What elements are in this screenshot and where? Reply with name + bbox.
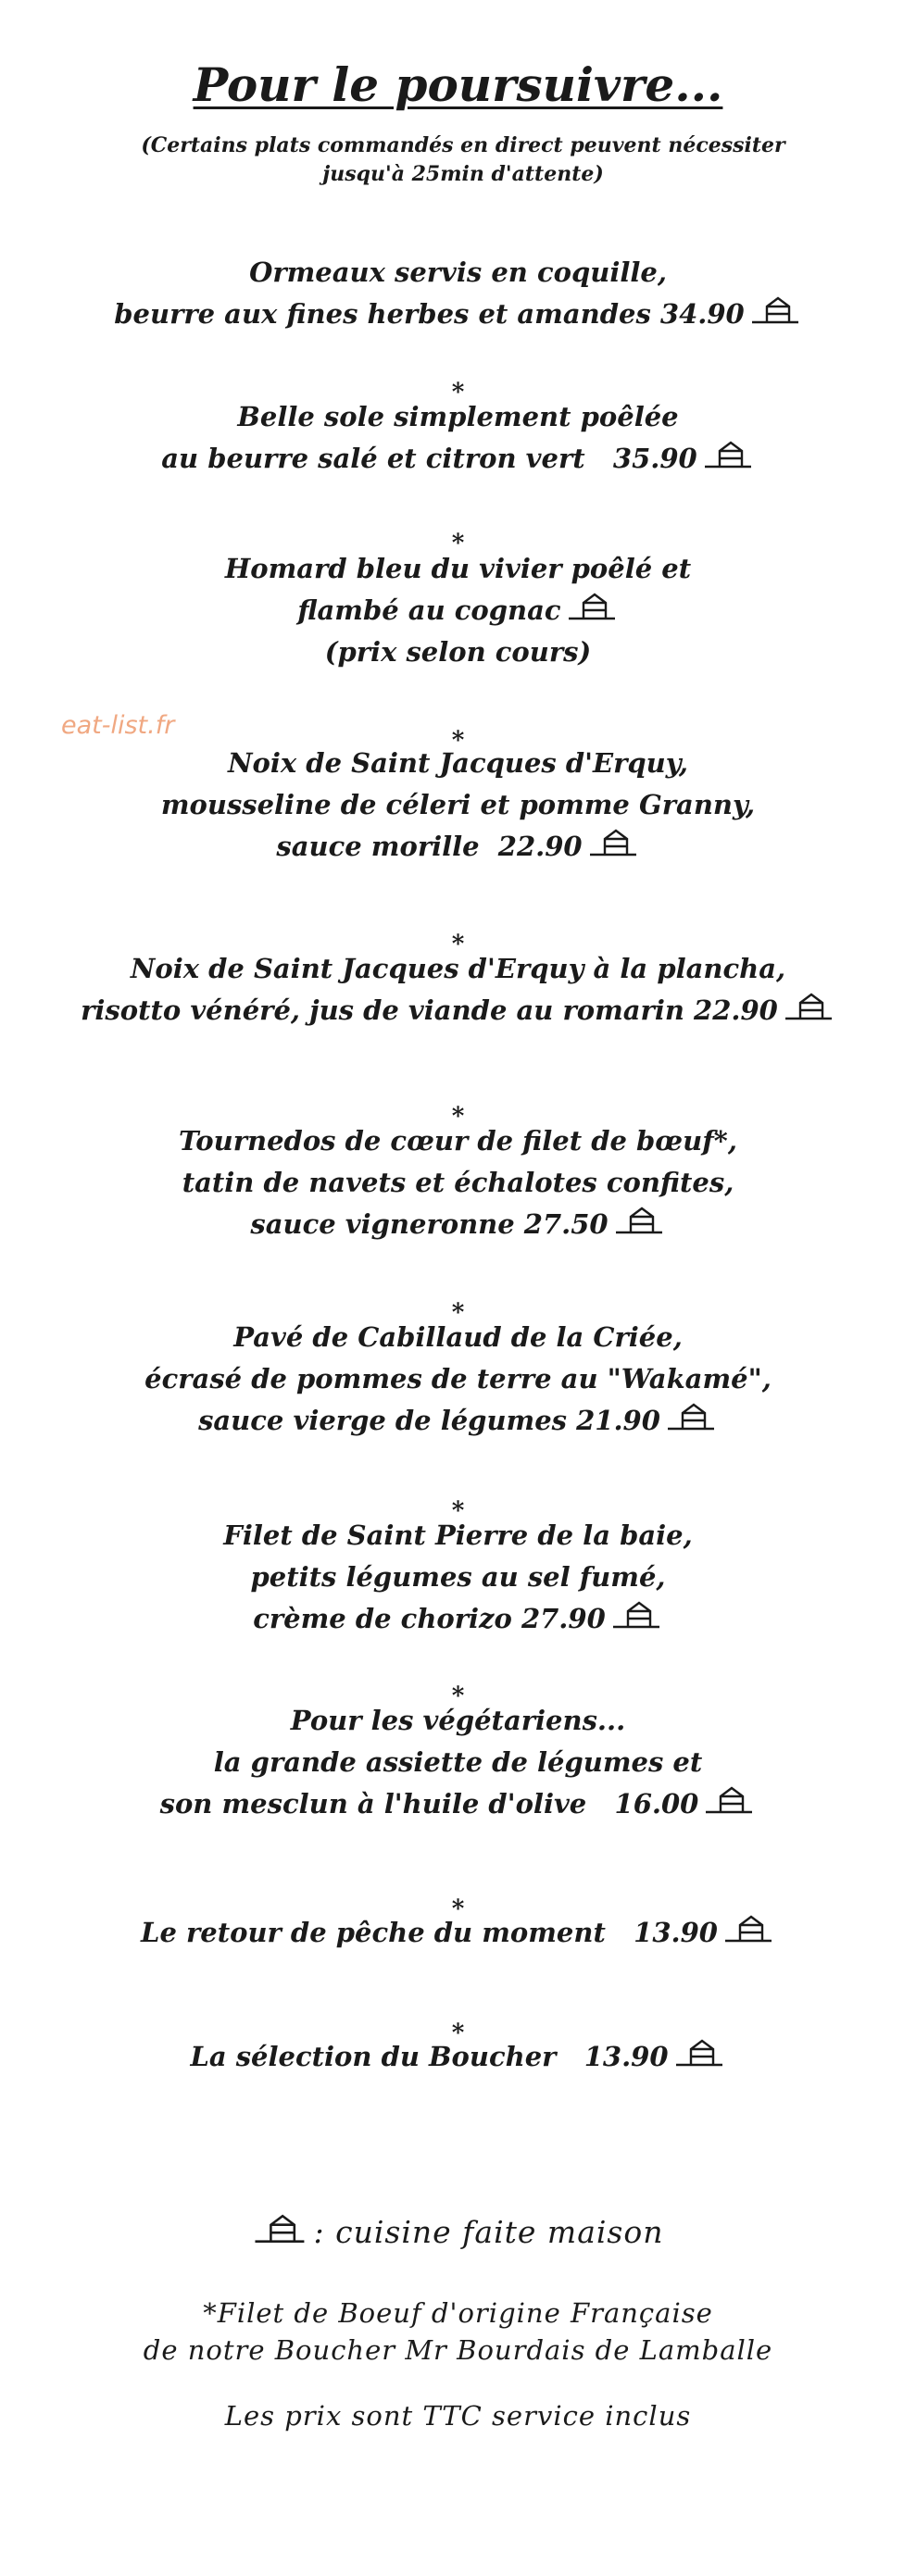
menu-item-text: Belle sole simplement poêlée [237,401,679,432]
separator-star: * [451,2020,465,2047]
menu-item-text: sauce vigneronne 27.50 [250,1208,609,1240]
menu-item-line [0,1783,916,1825]
separator-star: * [451,379,465,406]
menu-item-line [0,990,916,1032]
menu-item-text: Le retour de pêche du moment 13.90 [141,1917,718,1948]
menu-item [0,396,916,480]
menu-item-text: sauce vierge de légumes 21.90 [198,1405,660,1436]
menu-item-line [0,1204,916,1245]
menu-item-line [0,1742,916,1783]
menu-item-text: Homard bleu du vivier poêlé et [224,553,692,584]
house-on-line-icon [611,1600,663,1632]
menu-item [0,1120,916,1245]
menu-item-text: écrasé de pommes de terre au "Wakamé", [144,1363,772,1394]
house-on-line-icon [253,2213,308,2246]
house-on-line-icon [674,2038,726,2070]
menu-item-text: Noix de Saint Jacques d'Erquy à la plancha, [130,953,786,984]
separator-star: * [451,1497,465,1525]
separator-star: * [451,727,465,755]
menu-item-text: Tournedos de cœur de filet de bœuf*, [179,1125,737,1157]
menu-item-text: risotto vénéré, jus de viande au romarin 22.90 [81,994,778,1026]
separator-star: * [451,1895,465,1923]
house-on-line-icon [784,992,835,1023]
watermark: eat-list.fr [61,711,175,740]
menu-item-text: flambé au cognac [297,594,561,626]
menu-item-line [0,1400,916,1442]
menu-item-line [0,1598,916,1640]
page-title: Pour le poursuivre... [193,57,723,112]
menu-item [0,252,916,335]
legend-text: : cuisine faite maison [313,2214,664,2250]
house-on-line-icon [703,440,755,471]
menu-item-text: Noix de Saint Jacques d'Erquy, [228,747,688,779]
menu-item [0,1700,916,1825]
menu-item-text: (prix selon cours) [324,636,592,668]
menu-item-text: son mesclun à l'huile d'olive 16.00 [159,1788,699,1819]
menu-item-line [0,252,916,294]
menu-item-line [0,1358,916,1400]
footnote-line: de notre Boucher Mr Bourdais de Lamballe [143,2334,773,2366]
menu-item-text: La sélection du Boucher 13.90 [190,2041,669,2072]
menu-item-line [0,590,916,631]
menu-item-text: beurre aux fines herbes et amandes 34.90 [114,298,745,330]
menu-item-line [0,631,916,673]
house-on-line-icon [567,592,619,623]
menu-item-text: crème de chorizo 27.90 [253,1603,606,1634]
separator-star: * [451,530,465,557]
beef-origin-footnote [0,2295,916,2369]
house-on-line-icon [588,828,640,859]
separator-star: * [451,931,465,958]
menu-item-text: tatin de navets et échalotes confites, [182,1167,734,1198]
separator-star: * [451,1299,465,1327]
menu-item-text: Pavé de Cabillaud de la Criée, [233,1321,683,1353]
menu-item [0,1515,916,1640]
house-on-line-icon [750,295,802,327]
house-on-line-icon [666,1402,718,1433]
menu-item-text: sauce morille 22.90 [276,831,583,862]
menu-item [0,743,916,868]
separator-star: * [451,1103,465,1131]
menu-item-text: Pour les végétariens... [290,1705,626,1736]
menu-item [0,948,916,1032]
house-on-line-icon [704,1785,756,1817]
menu-item-text: Ormeaux servis en coquille, [249,256,667,288]
separator-star: * [451,1682,465,1710]
menu-item-line [0,784,916,826]
menu-item-text: au beurre salé et citron vert 35.90 [161,443,697,474]
menu-item-line [0,294,916,335]
waiting-time-note: (Certains plats commandés en direct peuvent nécessiter jusqu'à 25min d'attente) [141,133,785,186]
menu-item-text: mousseline de céleri et pomme Granny, [160,789,756,820]
house-on-line-icon [723,1914,775,1945]
house-on-line-icon [614,1206,666,1237]
prices-note: Les prix sont TTC service inclus [224,2400,692,2432]
homemade-legend [0,2213,916,2250]
menu-item-text: petits légumes au sel fumé, [250,1561,666,1593]
menu-item [0,1317,916,1442]
menu-item [0,548,916,673]
menu-item-line [0,826,916,868]
menu-item-text: Filet de Saint Pierre de la baie, [223,1519,693,1551]
menu-item-line [0,1557,916,1598]
menu-item-line [0,1162,916,1204]
menu-item-text: la grande assiette de légumes et [213,1746,703,1778]
footnote-line: *Filet de Boeuf d'origine Française [203,2297,713,2329]
menu-item-line [0,438,916,480]
